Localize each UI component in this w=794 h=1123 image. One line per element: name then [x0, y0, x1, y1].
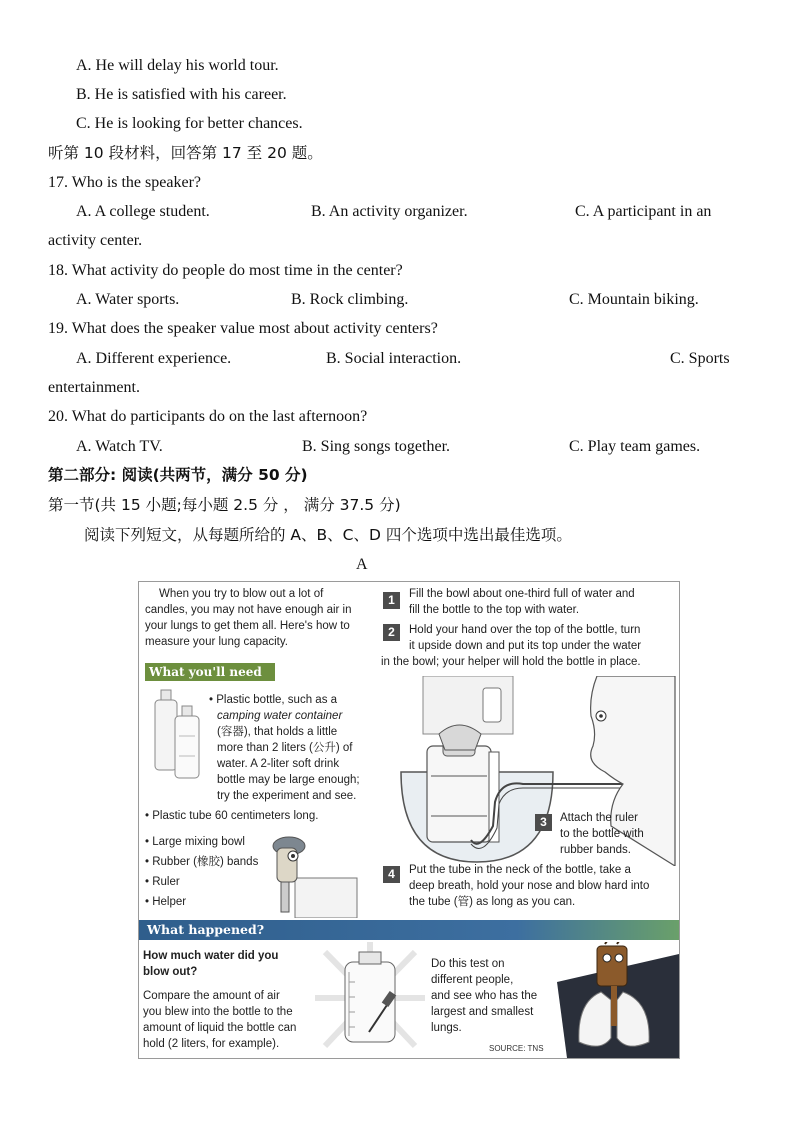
- step-1-line-1: Fill the bowl about one-third full of water and: [409, 588, 635, 600]
- need-item-bottle-6: bottle may be large enough;: [217, 774, 360, 786]
- q16-option-c: C. He is looking for better chances.: [76, 115, 303, 132]
- step-2-line-1: Hold your hand over the top of the bottle, turn: [409, 624, 641, 636]
- intro-line-4: measure your lung capacity.: [145, 636, 288, 648]
- need-item-rubber-bands: • Rubber (橡胶) bands: [145, 856, 259, 868]
- what-you-need-label: [145, 663, 275, 681]
- happened-question-2: blow out?: [143, 966, 198, 978]
- part2-heading: 第二部分: 阅读(共两节，满分 50 分): [48, 466, 308, 484]
- test-text-2: different people,: [431, 974, 514, 986]
- step-2-line-2: it upside down and put its top under the water: [409, 640, 642, 652]
- passage-label: A: [356, 556, 368, 573]
- happened-text-1: Compare the amount of air: [143, 990, 280, 1002]
- need-item-ruler: • Ruler: [145, 876, 180, 888]
- q20-option-c: C. Play team games.: [569, 438, 701, 455]
- test-text-1: Do this test on: [431, 958, 505, 970]
- need-item-tube: • Plastic tube 60 centimeters long.: [145, 810, 319, 822]
- need-item-bottle-1: • Plastic bottle, such as a: [209, 694, 338, 706]
- q20-question: 20. What do participants do on the last afternoon?: [48, 408, 368, 425]
- need-item-bottle-5: water. A 2-liter soft drink: [217, 758, 340, 770]
- helper-character-illustration: [259, 832, 359, 918]
- need-item-bottle-4: more than 2 liters (公升) of: [217, 742, 353, 754]
- step-3-line-3: rubber bands.: [560, 844, 631, 856]
- step-4-number: 4: [383, 866, 400, 883]
- what-you-need-text: What you'll need: [149, 665, 262, 679]
- q17-option-b: B. An activity organizer.: [311, 203, 468, 220]
- q18-option-a: A. Water sports.: [76, 291, 180, 308]
- happened-text-4: hold (2 liters, for example).: [143, 1038, 280, 1050]
- need-item-helper: • Helper: [145, 896, 187, 908]
- q17-question: 17. Who is the speaker?: [48, 174, 201, 191]
- measured-bottle-illustration: [315, 942, 425, 1056]
- lungs-figure-illustration: [557, 942, 679, 1058]
- q20-option-a: A. Watch TV.: [76, 438, 163, 455]
- source-credit: SOURCE: TNS: [489, 1044, 544, 1053]
- happened-text-2: you blew into the bottle to the: [143, 1006, 293, 1018]
- step-3-number: 3: [535, 814, 552, 831]
- step-4-line-1: Put the tube in the neck of the bottle, take a: [409, 864, 631, 876]
- intro-line-1: When you try to blow out a lot of: [159, 588, 324, 600]
- step-2-number: 2: [383, 624, 400, 641]
- section1-heading: 第一节(共 15 小题;每小题 2.5 分 ， 满分 37.5 分): [48, 496, 401, 514]
- need-item-bottle-2: camping water container: [217, 710, 343, 722]
- lung-capacity-infographic: [138, 581, 680, 1059]
- q16-option-a: A. He will delay his world tour.: [76, 57, 279, 74]
- step-4-line-2: deep breath, hold your nose and blow hard into: [409, 880, 650, 892]
- test-text-4: largest and smallest: [431, 1006, 534, 1018]
- q20-option-b: B. Sing songs together.: [302, 438, 451, 455]
- q19-option-b: B. Social interaction.: [326, 350, 462, 367]
- what-happened-text: What happened?: [147, 922, 265, 937]
- reading-instruction: 阅读下列短文，从每题所给的 A、B、C、D 四个选项中选出最佳选项。: [84, 526, 572, 544]
- bottles-illustration: [149, 686, 209, 782]
- q18-option-c: C. Mountain biking.: [569, 291, 699, 308]
- q16-option-b: B. He is satisfied with his career.: [76, 86, 287, 103]
- q17-option-c: C. A participant in an: [575, 203, 712, 220]
- happened-text-3: amount of liquid the bottle can: [143, 1022, 297, 1034]
- step-3-line-2: to the bottle with: [560, 828, 644, 840]
- q17-option-a: A. A college student.: [76, 203, 210, 220]
- what-happened-bar: [139, 920, 679, 940]
- happened-question-1: How much water did you: [143, 950, 279, 962]
- q19-option-c: C. Sports: [670, 350, 730, 367]
- q18-option-b: B. Rock climbing.: [291, 291, 409, 308]
- need-item-bowl: • Large mixing bowl: [145, 836, 245, 848]
- step-3-line-1: Attach the ruler: [560, 812, 638, 824]
- q19-option-a: A. Different experience.: [76, 350, 232, 367]
- test-text-3: and see who has the: [431, 990, 538, 1002]
- q19-option-c-continued: entertainment.: [48, 379, 140, 396]
- need-item-bottle-3: (容器), that holds a little: [217, 726, 338, 738]
- q19-question: 19. What does the speaker value most about activity centers?: [48, 320, 438, 337]
- need-item-bottle-7: try the experiment and see.: [217, 790, 357, 802]
- intro-line-2: candles, you may not have enough air in: [145, 604, 352, 616]
- step-1-line-2: fill the bottle to the top with water.: [409, 604, 580, 616]
- intro-line-3: your lungs to get them all. Here's how to: [145, 620, 350, 632]
- step-1-number: 1: [383, 592, 400, 609]
- q18-question: 18. What activity do people do most time in the center?: [48, 262, 403, 279]
- step-2-line-3: in the bowl; your helper will hold the bottle in place.: [381, 656, 641, 668]
- step-4-line-3: the tube (管) as long as you can.: [409, 896, 576, 908]
- test-text-5: lungs.: [431, 1022, 462, 1034]
- section10-instruction: 听第 10 段材料，回答第 17 至 20 题。: [48, 144, 323, 162]
- q17-option-c-continued: activity center.: [48, 232, 143, 249]
